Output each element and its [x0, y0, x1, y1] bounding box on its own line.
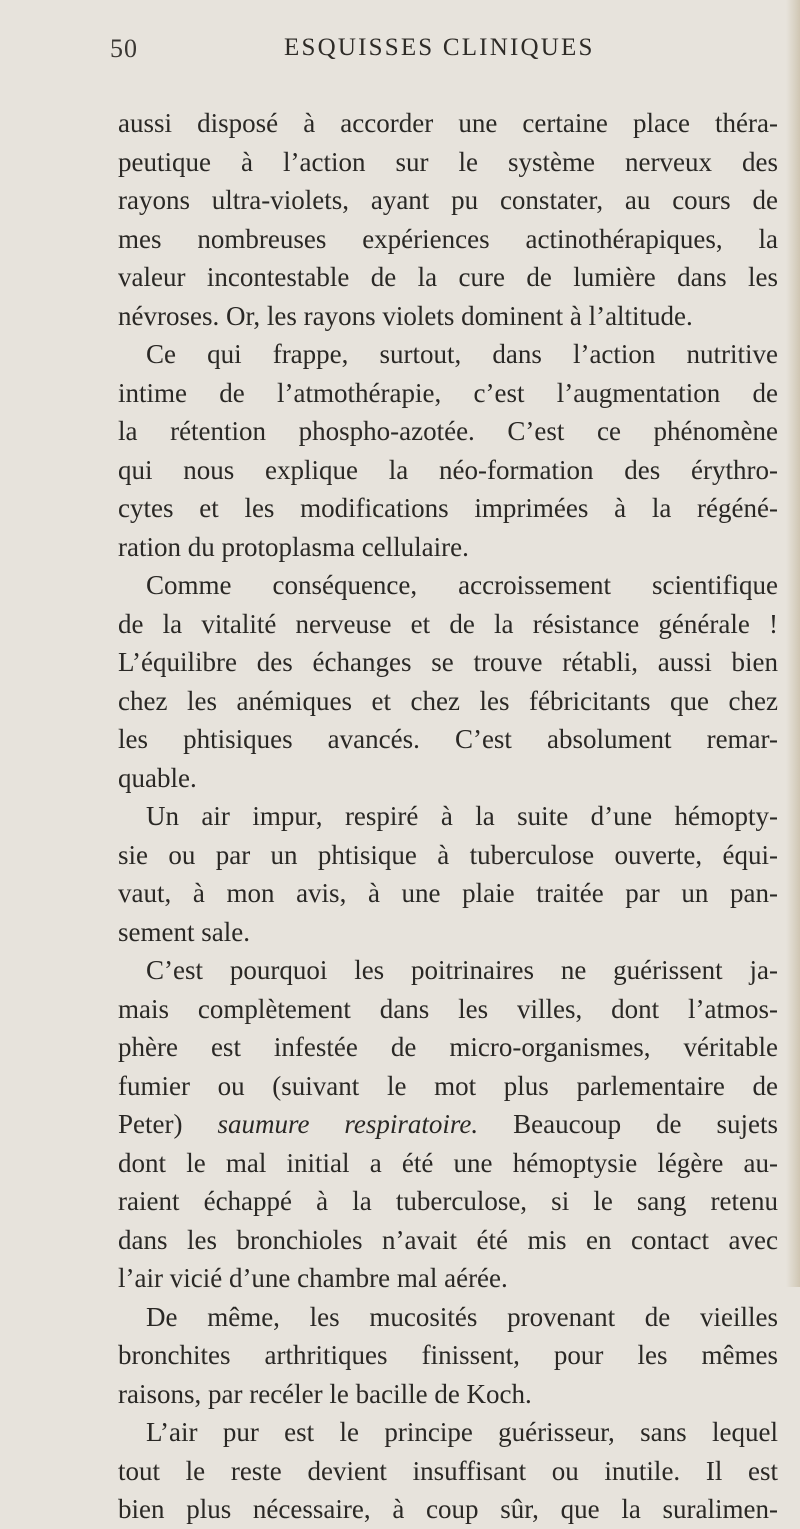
text-line: raisons, par recéler le bacille de Koch. — [118, 1378, 532, 1409]
page-edge-shadow — [786, 0, 800, 1287]
text-line: la rétention phospho-azotée. C’est ce phénomène — [118, 416, 778, 446]
running-head: ESQUISSES CLINIQUES — [284, 34, 595, 61]
text-line: tout le reste devient insuffisant ou inutile. Il est — [118, 1455, 778, 1486]
text-line: valeur incontestable de la cure de lumière dans les — [118, 262, 778, 292]
text-line: peutique à l’action sur le système nerveux des — [118, 146, 778, 177]
text-line: les phtisiques avancés. C’est absolument remar- — [118, 724, 778, 754]
text-line: l’air vicié d’une chambre mal aérée. — [118, 1263, 508, 1293]
text-line: raient échappé à la tuberculose, si le sang retenu — [118, 1186, 778, 1216]
text-line: rayons ultra-violets, ayant pu constater, au cours de — [118, 185, 778, 215]
text-line: mais complètement dans les villes, dont l’atmos- — [118, 993, 778, 1024]
italic-phrase: saumure respiratoire. — [217, 1109, 479, 1139]
text-line: quable. — [118, 762, 197, 793]
text-line: Comme conséquence, accroissement scientifique — [146, 570, 778, 600]
text-line: de la vitalité nerveuse et de la résistance générale ! — [118, 608, 778, 639]
text-line: névroses. Or, les rayons violets dominent à l’altitude. — [118, 300, 693, 331]
text-line: cytes et les modifications imprimées à la régéné- — [118, 493, 778, 523]
text-line: fumier ou (suivant le mot plus parlementaire de — [118, 1070, 778, 1101]
text-line: chez les anémiques et chez les fébricitants que chez — [118, 685, 778, 716]
text-line: bien plus nécessaire, à coup sûr, que la suralimen- — [118, 1494, 778, 1524]
text-line: sie ou par un phtisique à tuberculose ouverte, équi- — [118, 839, 778, 870]
text-segment: Peter) — [118, 1109, 218, 1139]
text-line: mes nombreuses expériences actinothérapiques, la — [118, 223, 778, 254]
text-line — [118, 1105, 778, 1144]
text-line: vaut, à mon avis, à une plaie traitée par un pan- — [118, 878, 778, 908]
text-line: Ce qui frappe, surtout, dans l’action nutritive — [146, 339, 778, 369]
text-line: phère est infestée de micro-organismes, véritable — [118, 1032, 778, 1062]
text-line: sement sale. — [118, 916, 250, 947]
text-line: L’air pur est le principe guérisseur, sans lequel — [146, 1417, 778, 1447]
text-line: dans les bronchioles n’avait été mis en contact avec — [118, 1224, 778, 1255]
text-line: intime de l’atmothérapie, c’est l’augmentation de — [118, 377, 778, 408]
text-segment: Beaucoup de sujets — [478, 1109, 778, 1139]
text-line: bronchites arthritiques finissent, pour les mêmes — [118, 1340, 778, 1370]
text-line: ration du protoplasma cellulaire. — [118, 531, 469, 562]
text-line: aussi disposé à accorder une certaine place théra- — [118, 108, 778, 138]
text-line: C’est pourquoi les poitrinaires ne guérissent ja- — [146, 955, 778, 985]
text-line: De même, les mucosités provenant de vieilles — [146, 1301, 778, 1332]
body-text — [118, 104, 778, 1529]
text-line: dont le mal initial a été une hémoptysie légère au- — [118, 1147, 778, 1178]
text-line: L’équilibre des échanges se trouve rétabli, aussi bien — [118, 647, 778, 677]
page-header — [0, 34, 800, 74]
text-line: qui nous explique la néo-formation des érythro- — [118, 454, 778, 485]
text-line: Un air impur, respiré à la suite d’une hémopty- — [146, 801, 778, 831]
page-number: 50 — [110, 34, 138, 63]
